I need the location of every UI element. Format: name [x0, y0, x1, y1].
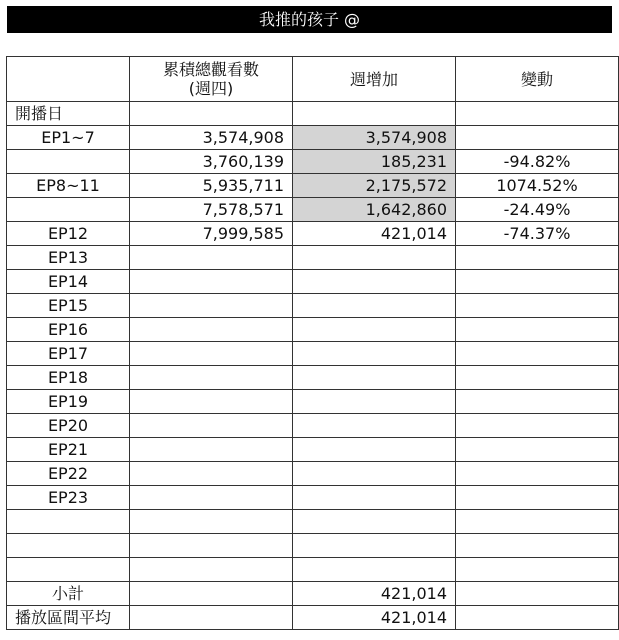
change-cell — [456, 438, 619, 462]
subtotal-row — [7, 582, 619, 606]
episode-cell: EP18 — [7, 366, 130, 390]
change-cell — [456, 294, 619, 318]
weekly-cell — [293, 558, 456, 582]
weekly-cell — [293, 486, 456, 510]
table-row — [7, 558, 619, 582]
table-row — [7, 366, 619, 390]
average-row — [7, 606, 619, 630]
change-cell — [456, 414, 619, 438]
cumulative-cell — [130, 390, 293, 414]
episode-cell: EP19 — [7, 390, 130, 414]
episode-cell — [7, 198, 130, 222]
weekly-cell — [293, 342, 456, 366]
weekly-cell — [293, 510, 456, 534]
cumulative-cell — [130, 342, 293, 366]
cumulative-cell — [130, 534, 293, 558]
average-empty — [130, 606, 293, 630]
table-row — [7, 390, 619, 414]
cumulative-cell: 3,760,139 — [130, 150, 293, 174]
change-cell: -24.49% — [456, 198, 619, 222]
change-cell — [456, 342, 619, 366]
weekly-cell — [293, 414, 456, 438]
episode-cell: EP17 — [7, 342, 130, 366]
cumulative-cell: 7,578,571 — [130, 198, 293, 222]
episode-cell: EP14 — [7, 270, 130, 294]
table-row — [7, 198, 619, 222]
table-row — [7, 486, 619, 510]
weekly-cell: 421,014 — [293, 222, 456, 246]
average-empty-change — [456, 606, 619, 630]
change-cell — [456, 366, 619, 390]
episode-cell — [7, 558, 130, 582]
header-cumulative — [130, 57, 293, 102]
start-date-empty-1 — [130, 102, 293, 126]
table-row — [7, 294, 619, 318]
header-weekly: 週增加 — [293, 57, 456, 102]
subtotal-label: 小計 — [7, 582, 130, 606]
weekly-cell — [293, 294, 456, 318]
table-row — [7, 534, 619, 558]
change-cell: 1074.52% — [456, 174, 619, 198]
episode-cell: EP15 — [7, 294, 130, 318]
table-row — [7, 462, 619, 486]
change-cell — [456, 390, 619, 414]
weekly-cell: 3,574,908 — [293, 126, 456, 150]
start-date-row — [7, 102, 619, 126]
weekly-cell — [293, 390, 456, 414]
start-date-empty-2 — [293, 102, 456, 126]
episode-cell: EP23 — [7, 486, 130, 510]
cumulative-cell — [130, 486, 293, 510]
weekly-cell — [293, 462, 456, 486]
cumulative-cell — [130, 414, 293, 438]
change-cell: -94.82% — [456, 150, 619, 174]
subtotal-weekly: 421,014 — [293, 582, 456, 606]
table-row — [7, 510, 619, 534]
header-change: 變動 — [456, 57, 619, 102]
table-row — [7, 174, 619, 198]
weekly-cell — [293, 366, 456, 390]
cumulative-cell — [130, 510, 293, 534]
cumulative-cell — [130, 558, 293, 582]
table-row — [7, 342, 619, 366]
table-row — [7, 150, 619, 174]
cumulative-cell: 3,574,908 — [130, 126, 293, 150]
episode-cell: EP20 — [7, 414, 130, 438]
change-cell — [456, 126, 619, 150]
page-title: 我推的孩子 @ — [7, 6, 612, 33]
episode-cell — [7, 510, 130, 534]
change-cell — [456, 270, 619, 294]
start-date-empty-3 — [456, 102, 619, 126]
average-weekly: 421,014 — [293, 606, 456, 630]
episode-cell: EP22 — [7, 462, 130, 486]
weekly-cell — [293, 534, 456, 558]
episode-cell: EP8~11 — [7, 174, 130, 198]
table-row — [7, 126, 619, 150]
table-row — [7, 222, 619, 246]
cumulative-cell — [130, 246, 293, 270]
change-cell — [456, 318, 619, 342]
start-date-label: 開播日 — [7, 102, 130, 126]
header-empty-cell — [7, 57, 130, 102]
change-cell — [456, 558, 619, 582]
weekly-cell: 185,231 — [293, 150, 456, 174]
average-label: 播放區間平均 — [7, 606, 130, 630]
table-row — [7, 246, 619, 270]
cumulative-cell — [130, 318, 293, 342]
episode-cell — [7, 534, 130, 558]
cumulative-cell — [130, 438, 293, 462]
cumulative-cell: 5,935,711 — [130, 174, 293, 198]
cumulative-cell: 7,999,585 — [130, 222, 293, 246]
header-cumulative-line2: (週四) — [188, 79, 234, 98]
header-cumulative-line1: 累積總觀看數 — [162, 60, 259, 79]
change-cell — [456, 486, 619, 510]
viewership-table — [6, 56, 619, 630]
table-row — [7, 438, 619, 462]
weekly-cell: 1,642,860 — [293, 198, 456, 222]
episode-cell: EP21 — [7, 438, 130, 462]
episode-cell: EP16 — [7, 318, 130, 342]
episode-cell: EP13 — [7, 246, 130, 270]
weekly-cell — [293, 246, 456, 270]
subtotal-empty-change — [456, 582, 619, 606]
header-row — [7, 57, 619, 102]
change-cell — [456, 510, 619, 534]
episode-cell: EP12 — [7, 222, 130, 246]
table-row — [7, 414, 619, 438]
episode-cell: EP1~7 — [7, 126, 130, 150]
episode-cell — [7, 150, 130, 174]
table-row — [7, 318, 619, 342]
change-cell: -74.37% — [456, 222, 619, 246]
change-cell — [456, 246, 619, 270]
change-cell — [456, 534, 619, 558]
cumulative-cell — [130, 294, 293, 318]
subtotal-empty — [130, 582, 293, 606]
weekly-cell — [293, 438, 456, 462]
change-cell — [456, 462, 619, 486]
cumulative-cell — [130, 270, 293, 294]
weekly-cell — [293, 318, 456, 342]
table-row — [7, 270, 619, 294]
cumulative-cell — [130, 462, 293, 486]
weekly-cell — [293, 270, 456, 294]
cumulative-cell — [130, 366, 293, 390]
weekly-cell: 2,175,572 — [293, 174, 456, 198]
